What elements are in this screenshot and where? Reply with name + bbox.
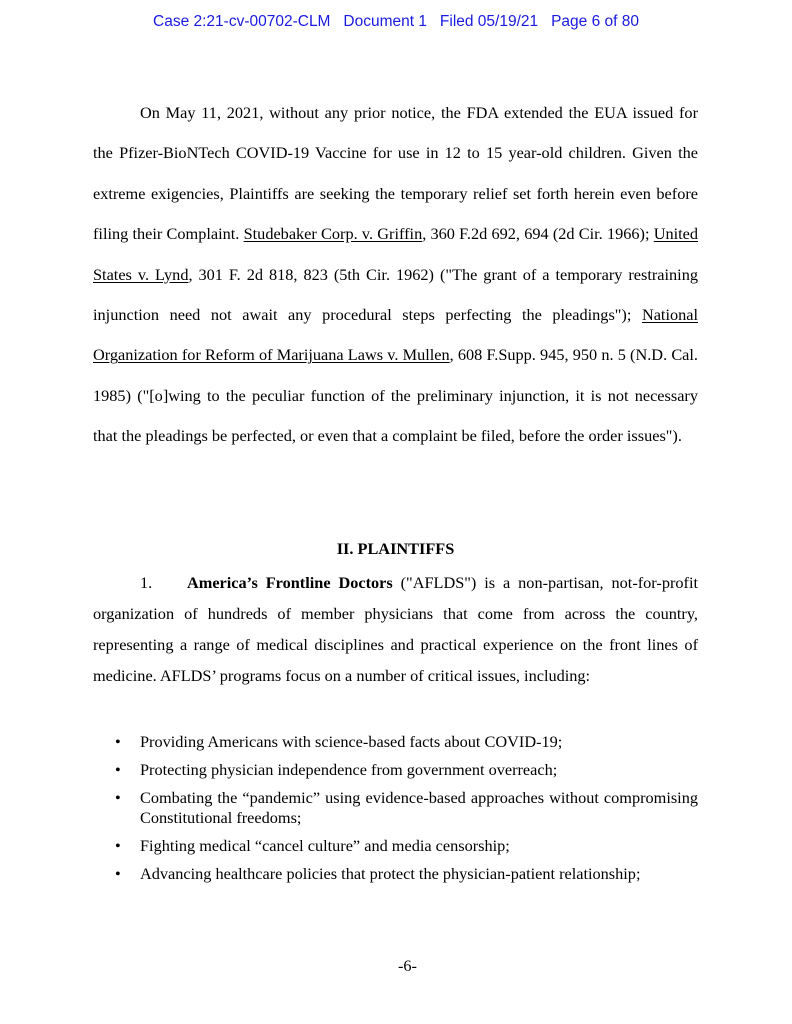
bullet-icon: • <box>115 835 121 855</box>
list-item: • Providing Americans with science-based facts about COVID-19; <box>115 732 563 751</box>
bullet-icon: • <box>115 788 121 807</box>
paragraph-aflds <box>93 567 698 691</box>
page-number-footer: -6- <box>398 956 417 975</box>
case-citation-studebaker: Studebaker Corp. v. Griffin <box>243 224 423 244</box>
list-item: • Protecting physician independence from government overreach; <box>115 760 558 779</box>
filed-date: Filed 05/19/21 <box>439 13 539 30</box>
list-item: • Advancing healthcare policies that protect the physician-patient relationship; <box>115 863 641 883</box>
bullet-icon: • <box>115 863 121 883</box>
case-citation-norml: National Organization for Reform of Marijuana Laws v. Mullen <box>93 305 698 365</box>
document-number: Document 1 <box>343 13 427 30</box>
paragraph-eua-extension <box>93 93 698 457</box>
entity-name: America’s Frontline Doctors <box>187 573 393 592</box>
case-citation-lynd: United States v. Lynd <box>93 224 699 284</box>
program-list <box>93 732 698 892</box>
list-item: • Combating the “pandemic” using evidence-based approaches without compromising Constitutional freedoms; <box>115 788 698 827</box>
bullet-icon: • <box>115 760 121 779</box>
case-header <box>0 13 792 31</box>
section-heading-plaintiffs: II. PLAINTIFFS <box>336 539 455 558</box>
citation-text: , 301 F. 2d 818, 823 (5th Cir. 1962) ("The grant of a temporary restraining injunction need not await any procedural steps perfecting the pleadings"); <box>93 264 698 325</box>
paragraph-intro: On May 11, 2021, without any prior notice, the FDA extended the EUA issued for the Pfizer-BioNTech COVID-19 Vaccine for use in 12 to 15 year-old children. Given the extreme exigencies, Plaintiffs are seeking the temporary relief set forth herein even before filing their Complaint. <box>93 103 698 244</box>
page-indicator: Page 6 of 80 <box>551 13 639 30</box>
list-item: • Fighting medical “cancel culture” and media censorship; <box>115 835 510 855</box>
paragraph-number: 1. <box>140 573 153 592</box>
bullet-icon: • <box>115 732 121 751</box>
citation-text: , 608 F.Supp. 945, 950 n. 5 (N.D. Cal. 1985) ("[o]wing to the peculiar function of the preliminary injunction, it is not necessary that the pleadings be perfected, or even that a complaint be filed, before the order issues"). <box>93 345 699 446</box>
citation-text: , 360 F.2d 692, 694 (2d Cir. 1966); <box>422 224 654 244</box>
paragraph-text: ("AFLDS") is a non-partisan, not-for-profit organization of hundreds of member physicians that come from across the country, representing a range of medical disciplines and practical experience on the front lines of medicine. AFLDS’ programs focus on a number of critical issues, including: <box>93 573 699 685</box>
case-number: Case 2:21-cv-00702-CLM <box>153 13 331 30</box>
